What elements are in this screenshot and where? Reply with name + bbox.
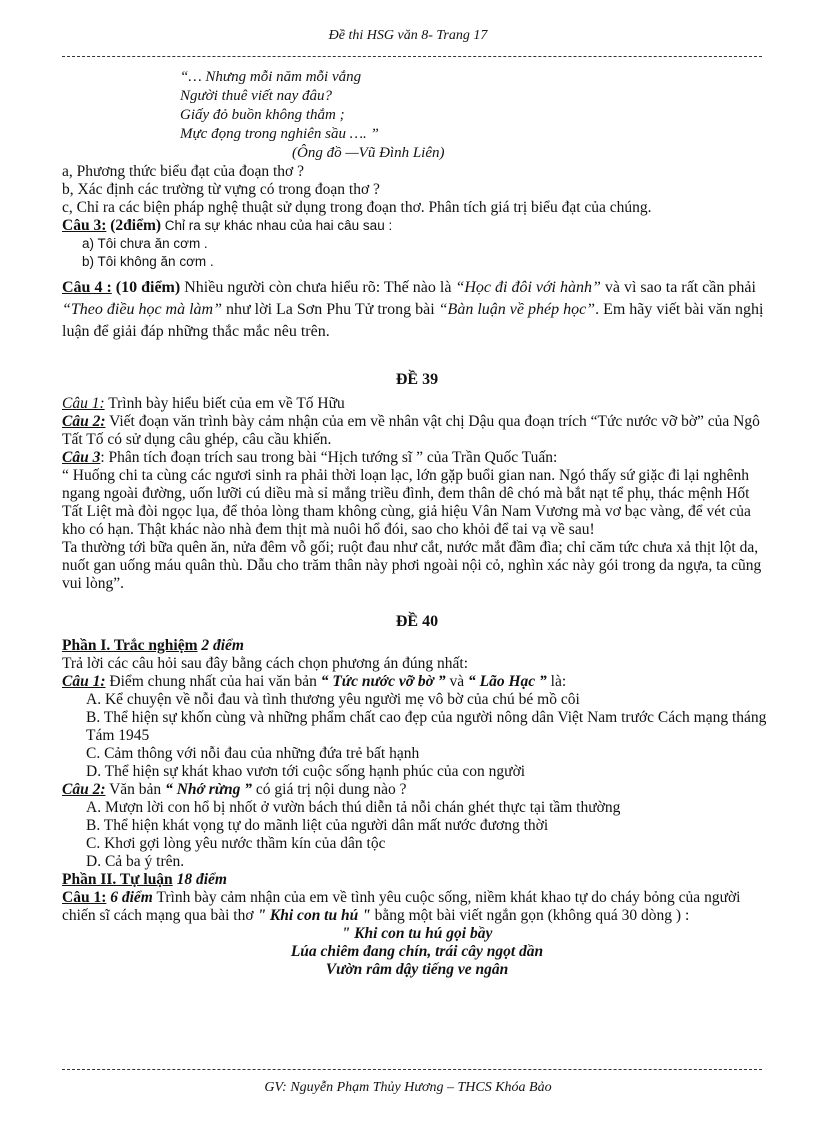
question-3 [62, 217, 772, 235]
work-title: “ Tức nước vỡ bờ ” [320, 673, 446, 690]
footer-divider [62, 1069, 762, 1070]
work-title: “ Lão Hạc ” [468, 673, 547, 690]
question-label: Câu 1: [62, 395, 105, 412]
question-text: và vì sao ta rất cần phải [600, 279, 756, 296]
answer-option: B. Thể hiện khát vọng tự do mãnh liệt của người dân mất nước đương thời [86, 817, 549, 834]
question-text: . Em hãy viết bài văn nghị luận để giải đáp những thắc mắc nêu trên. [62, 301, 764, 340]
poem-line: Giấy đỏ buồn không thắm ; [180, 107, 345, 123]
question-text: là: [546, 673, 567, 690]
part-points: 2 điểm [197, 637, 244, 654]
work-title: " Khi con tu hú " [257, 907, 371, 924]
question-label: Câu 4 : [62, 279, 112, 296]
page-content [62, 68, 772, 979]
de39-question-1 [62, 395, 772, 413]
question-text: Chỉ ra sự khác nhau của hai câu sau : [161, 218, 393, 233]
question-text: Điểm chung nhất của hai văn bản [105, 673, 321, 690]
de40-question-2 [62, 781, 772, 799]
poem-line: Vườn râm dậy tiếng ve ngân [325, 961, 509, 978]
exam-title-40: ĐỀ 40 [395, 613, 439, 630]
header-divider [62, 56, 762, 57]
part-label: Phần I. Trắc nghiệm [62, 637, 198, 654]
excerpt-paragraph: “ Huống chi ta cùng các ngươi sinh ra phải thời loạn lạc, lớn gặp buổi gian nan. Ngó thấy sứ giặc đi lại nghênh ngang ngoài đường, uốn lưỡi cú diều mà sỉ mắng triều đình, đem thân dê chó mà bắt nạt tể phụ, thác mệnh Hốt Tất Liệt mà đòi ngọc lụa, để thỏa lòng tham không cùng, giả hiệu Vân Nam Vương mà vơ bạc vàng, để vét của kho có hạn. Thật khác nào nhà đem thịt mà nuôi hổ đói, sao cho khỏi để tai vạ về sau! [62, 467, 751, 538]
question-text: : Phân tích đoạn trích sau trong bài “Hịch tướng sĩ ” của Trần Quốc Tuấn: [100, 449, 558, 466]
poem-line: " Khi con tu hú gọi bầy [341, 925, 493, 942]
question-text: và [445, 673, 468, 690]
question-points: 6 điểm [106, 889, 153, 906]
de40-question-1 [62, 673, 772, 691]
answer-option: A. Kể chuyện về nỗi đau và tình thương yêu người mẹ vô bờ của chú bé mồ côi [86, 691, 580, 708]
question-label: Câu 2: [62, 413, 106, 430]
question-text: Nhiều người còn chưa hiểu rõ: Thế nào là [180, 279, 456, 296]
option-b: b) Tôi không ăn cơm . [82, 254, 214, 269]
question-label: Câu 2: [62, 781, 106, 798]
question-label: Câu 1: [62, 889, 107, 906]
work-title: “ Nhớ rừng ” [165, 781, 253, 798]
quote: “Học đi đôi với hành” [455, 279, 601, 296]
question-text: Văn bản [105, 781, 166, 798]
answer-option: C. Khơi gợi lòng yêu nước thầm kín của dân tộc [86, 835, 386, 852]
answer-option: B. Thể hiện sự khốn cùng và những phẩm chất cao đẹp của người nông dân Việt Nam trước Cách mạng tháng Tám 1945 [86, 709, 767, 744]
poem-line: Người thuê viết nay đâu? [180, 88, 332, 104]
part-label: Phần II. Tự luận [62, 871, 173, 888]
poem-excerpt [180, 68, 772, 163]
question-text: bằng một bài viết ngắn gọn (không quá 30 dòng ) : [370, 907, 690, 924]
quote: “Bàn luận về phép học” [438, 301, 596, 318]
part-1-heading [62, 637, 772, 655]
part-points: 18 điểm [172, 871, 227, 888]
question-item: a, Phương thức biểu đạt của đoạn thơ ? [62, 163, 304, 180]
excerpt-paragraph: Ta thường tới bữa quên ăn, nửa đêm vỗ gối; ruột đau như cắt, nước mắt đầm đìa; chỉ căm tức chưa xả thịt lột da, nuốt gan uống máu quân thù. Dẫu cho trăm thân này phơi ngoài nội cỏ, nghìn xác này gói trong da ngựa, ta cũng vui lòng”. [62, 539, 762, 592]
question-label: Câu 3: [62, 217, 107, 234]
de40-essay-question [62, 889, 772, 925]
page-footer: GV: Nguyễn Phạm Thủy Hương – THCS Khóa Bảo [264, 1080, 552, 1095]
question-label: Câu 3 [62, 449, 101, 466]
answer-option: D. Cả ba ý trên. [86, 853, 185, 870]
answer-option: C. Cảm thông với nỗi đau của những đứa trẻ bất hạnh [86, 745, 420, 762]
poem-source: (Ông đồ —Vũ Đình Liên) [292, 145, 445, 161]
question-text: Trình bày hiểu biết của em về Tố Hữu [104, 395, 345, 412]
question-points: (2điểm) [110, 217, 162, 234]
question-item: c, Chỉ ra các biện pháp nghệ thuật sử dụng trong đoạn thơ. Phân tích giá trị biểu đạt của chúng. [62, 199, 652, 216]
option-a: a) Tôi chưa ăn cơm . [82, 236, 208, 251]
question-4 [62, 277, 772, 343]
question-text: Viết đoạn văn trình bày cảm nhận của em về nhân vật chị Dậu qua đoạn trích “Tức nước vỡ bờ” của Ngô Tất Tố có sử dụng câu ghép, câu cầu khiến. [62, 413, 760, 448]
de39-question-3 [62, 449, 772, 467]
instruction: Trả lời các câu hỏi sau đây bằng cách chọn phương án đúng nhất: [62, 655, 469, 672]
part-2-heading [62, 871, 772, 889]
question-text: có giá trị nội dung nào ? [252, 781, 407, 798]
question-text: như lời La Sơn Phu Tử trong bài [222, 301, 439, 318]
question-label: Câu 1: [62, 673, 106, 690]
page-header: Đề thi HSG văn 8- Trang 17 [328, 28, 488, 43]
question-points: (10 điểm) [115, 279, 181, 296]
exam-title-39: ĐỀ 39 [395, 371, 439, 388]
quote: “Theo điều học mà làm” [62, 301, 222, 318]
question-item: b, Xác định các trường từ vựng có trong đoạn thơ ? [62, 181, 380, 198]
question-text: Trình bày cảm nhận của em về tình yêu cuộc sống, niềm khát khao tự do cháy bỏng của người chiến sĩ cách mạng qua bài thơ [62, 889, 741, 924]
de39-question-2 [62, 413, 772, 449]
poem-line: Mực đọng trong nghiên sầu …. ” [180, 126, 379, 142]
poem-line: Lúa chiêm đang chín, trái cây ngọt dần [290, 943, 544, 960]
answer-option: D. Thể hiện sự khát khao vươn tới cuộc sống hạnh phúc của con người [86, 763, 526, 780]
poem-line: “… Nhưng mỗi năm mỗi vắng [180, 69, 362, 85]
answer-option: A. Mượn lời con hổ bị nhốt ở vườn bách thú diễn tả nỗi chán ghét thực tại tầm thường [86, 799, 621, 816]
